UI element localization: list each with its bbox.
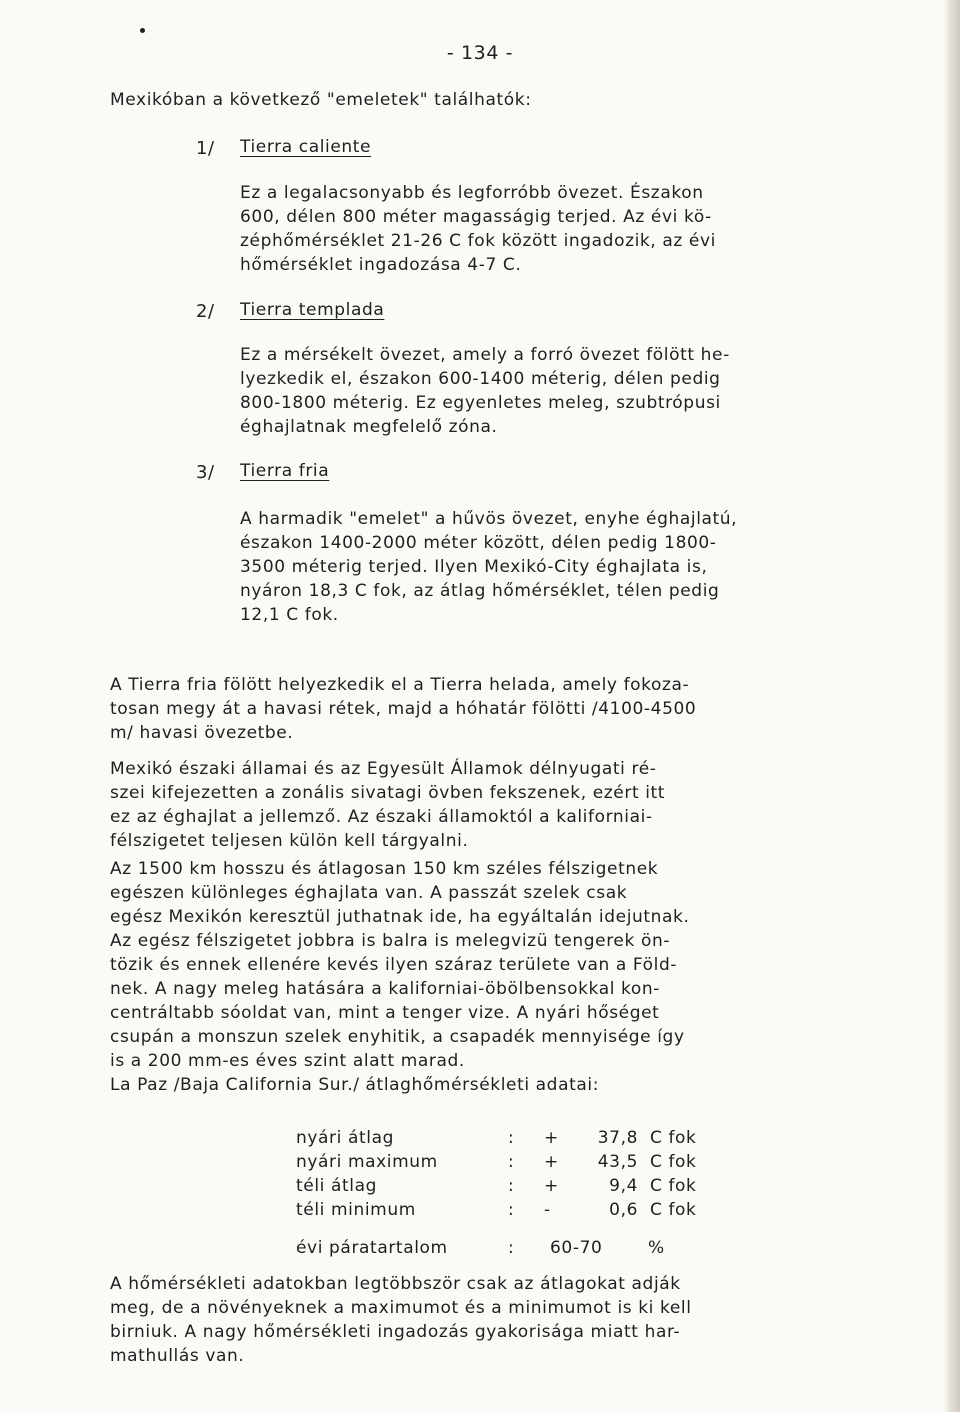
paragraph-line: tözik és ennek ellenére kevés ilyen száraz területe van a Föld- bbox=[110, 955, 678, 975]
humidity-colon: : bbox=[508, 1238, 515, 1258]
paragraph-line: ez az éghajlat a jellemző. Az északi államoktól a kaliforniai- bbox=[110, 807, 653, 827]
scan-speck bbox=[140, 28, 145, 33]
paragraph-line: egészen különleges éghajlata van. A passzát szelek csak bbox=[110, 883, 628, 903]
paragraph-line: La Paz /Baja California Sur./ átlaghőmérsékleti adatai: bbox=[110, 1075, 600, 1095]
row-sign: + bbox=[544, 1152, 559, 1172]
section-2-line: 800-1800 méterig. Ez egyenletes meleg, szubtrópusi bbox=[240, 393, 721, 413]
paragraph-line: egész Mexikón keresztül juthatnak ide, ha egyáltalán idejutnak. bbox=[110, 907, 690, 927]
paragraph-line: csupán a monszun szelek enyhitik, a csapadék mennyisége így bbox=[110, 1027, 685, 1047]
row-colon: : bbox=[508, 1152, 515, 1172]
section-1-line: 600, délen 800 méter magasságig terjed. Az évi kö- bbox=[240, 207, 712, 227]
paragraph-line: szei kifejezetten a zonális sivatagi övben fekszenek, ezért itt bbox=[110, 783, 666, 803]
section-1-title: Tierra caliente bbox=[240, 137, 372, 157]
paragraph-line: centráltabb sóoldat van, mint a tenger vize. A nyári hőséget bbox=[110, 1003, 660, 1023]
scan-edge-shadow bbox=[944, 0, 960, 1412]
row-value: 9,4 bbox=[609, 1176, 638, 1196]
section-1-line: hőmérséklet ingadozása 4-7 C. bbox=[240, 255, 522, 275]
section-1-line: zéphőmérséklet 21-26 C fok között ingadozik, az évi bbox=[240, 231, 716, 251]
row-label: nyári átlag bbox=[296, 1128, 394, 1148]
row-unit: C fok bbox=[650, 1152, 697, 1172]
row-sign: + bbox=[544, 1176, 559, 1196]
section-2-title: Tierra templada bbox=[240, 300, 385, 320]
row-unit: C fok bbox=[650, 1200, 697, 1220]
table-row bbox=[296, 1152, 740, 1176]
section-2-line: lyezkedik el, északon 600-1400 méterig, délen pedig bbox=[240, 369, 721, 389]
row-unit: C fok bbox=[650, 1176, 697, 1196]
closing-line: A hőmérsékleti adatokban legtöbbször csak az átlagokat adják bbox=[110, 1274, 681, 1294]
paragraph-line: tosan megy át a havasi rétek, majd a hóhatár fölötti /4100-4500 bbox=[110, 699, 697, 719]
intro-line: Mexikóban a következő "emeletek" találhatók: bbox=[110, 90, 532, 110]
section-3-line: A harmadik "emelet" a hűvös övezet, enyhe éghajlatú, bbox=[240, 509, 738, 529]
paragraph-line: m/ havasi övezetbe. bbox=[110, 723, 294, 743]
section-3-line: északon 1400-2000 méter között, délen pedig 1800- bbox=[240, 533, 717, 553]
section-1-line: Ez a legalacsonyabb és legforróbb övezet. Északon bbox=[240, 183, 704, 203]
climate-data-table bbox=[296, 1128, 740, 1224]
section-3-line: 12,1 C fok. bbox=[240, 605, 339, 625]
section-2-number: 2/ bbox=[196, 301, 215, 322]
paragraph-line: nek. A nagy meleg hatására a kaliforniai-öbölbensokkal kon- bbox=[110, 979, 660, 999]
section-3-line: 3500 méterig terjed. Ilyen Mexikó-City éghajlata is, bbox=[240, 557, 708, 577]
row-unit: C fok bbox=[650, 1128, 697, 1148]
page-number: - 134 - bbox=[446, 42, 514, 64]
paragraph-line: Mexikó északi államai és az Egyesült Államok délnyugati ré- bbox=[110, 759, 657, 779]
row-value: 43,5 bbox=[597, 1152, 638, 1172]
row-value: 0,6 bbox=[609, 1200, 638, 1220]
humidity-unit: % bbox=[648, 1238, 665, 1258]
closing-line: birniuk. A nagy hőmérsékleti ingadozás gyakorisága miatt har- bbox=[110, 1322, 681, 1342]
table-row bbox=[296, 1200, 740, 1224]
row-colon: : bbox=[508, 1176, 515, 1196]
row-sign: + bbox=[544, 1128, 559, 1148]
paragraph-line: Az 1500 km hosszu és átlagosan 150 km széles félszigetnek bbox=[110, 859, 659, 879]
table-row bbox=[296, 1176, 740, 1200]
table-row bbox=[296, 1128, 740, 1152]
paragraph-line: félszigetet teljesen külön kell tárgyalni. bbox=[110, 831, 469, 851]
row-label: nyári maximum bbox=[296, 1152, 438, 1172]
row-value: 37,8 bbox=[597, 1128, 638, 1148]
section-3-line: nyáron 18,3 C fok, az átlag hőmérséklet, télen pedig bbox=[240, 581, 720, 601]
row-sign: - bbox=[544, 1200, 551, 1220]
row-label: téli minimum bbox=[296, 1200, 416, 1220]
row-colon: : bbox=[508, 1128, 515, 1148]
closing-line: meg, de a növényeknek a maximumot és a minimumot is ki kell bbox=[110, 1298, 692, 1318]
closing-line: mathullás van. bbox=[110, 1346, 245, 1366]
section-3-number: 3/ bbox=[196, 462, 215, 483]
section-2-line: Ez a mérsékelt övezet, amely a forró övezet fölött he- bbox=[240, 345, 730, 365]
row-colon: : bbox=[508, 1200, 515, 1220]
humidity-value: 60-70 bbox=[550, 1238, 603, 1258]
humidity-label: évi páratartalom bbox=[296, 1238, 448, 1258]
section-3-title: Tierra fria bbox=[240, 461, 330, 481]
paragraph-line: Az egész félszigetet jobbra is balra is melegvizü tengerek ön- bbox=[110, 931, 671, 951]
paragraph-line: is a 200 mm-es éves szint alatt marad. bbox=[110, 1051, 465, 1071]
row-label: téli átlag bbox=[296, 1176, 377, 1196]
paragraph-line: A Tierra fria fölött helyezkedik el a Tierra helada, amely fokoza- bbox=[110, 675, 690, 695]
section-1-number: 1/ bbox=[196, 138, 215, 159]
section-2-line: éghajlatnak megfelelő zóna. bbox=[240, 417, 498, 437]
